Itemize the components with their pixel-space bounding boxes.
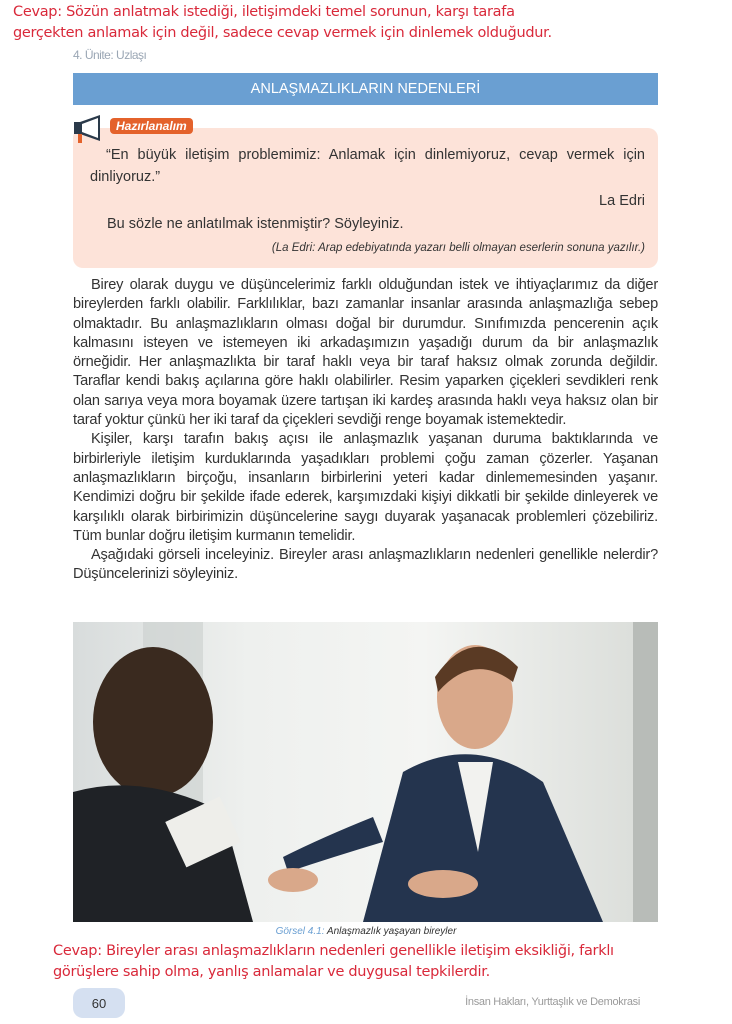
figure-photo: [73, 622, 658, 922]
answer-line: gerçekten anlamak için değil, sadece cevap vermek için dinlemek olduğudur.: [13, 25, 552, 41]
answer-line: Cevap: Bireyler arası anlaşmazlıkların nedenleri genellikle iletişim eksikliği, farklı: [53, 943, 614, 959]
arguing-people-illustration: [73, 622, 658, 922]
answer-annotation-bottom: [53, 941, 614, 983]
answer-annotation-top: [13, 2, 552, 44]
quote-author: La Edri: [599, 193, 645, 209]
answer-line: Cevap: Sözün anlatmak istediği, iletişimdeki temel sorunun, karşı tarafa: [13, 4, 515, 20]
quote: “En büyük iletişim problemimiz: Anlamak için dinlemiyoruz, cevap vermek için dinliyoruz.”: [90, 147, 645, 185]
figure-caption: [0, 925, 732, 938]
paragraph: Kişiler, karşı tarafın bakış açısı ile anlaşmazlık yaşanan duruma baktıklarında ve birbirleriyle iletişim kurduklarında yaşadıkları problemi çoğu zaman çözerler. Yaşanan anlaşmazlıkların birçoğu, insanların birbirlerini yeteri kadar dinlememesinden yaşanır. Kendimizi doğru bir şekilde ifade ederek, karşımızdaki kişiyi dikkatli bir şekilde dinleyerek ve karşılıklı olarak birbirimizin düşüncelerine saygı duyarak yaşanacak problemleri çözebiliriz. Tüm bunlar doğru iletişim kurmanın temelidir.: [73, 431, 658, 544]
body-text: [73, 276, 658, 585]
megaphone-icon: [72, 114, 108, 144]
unit-header: 4. Ünite: Uzlaşı: [73, 48, 147, 62]
author-note: (La Edri: Arap edebiyatında yazarı belli olmayan eserlerin sonuna yazılır.): [271, 242, 645, 254]
prep-tag: Hazırlanalım: [110, 118, 193, 134]
figure-label: Görsel 4.1:: [275, 926, 325, 937]
paragraph: Aşağıdaki görseli inceleyiniz. Bireyler arası anlaşmazlıkların nedenleri genellikle nelerdir? Düşüncelerinizi söyleyiniz.: [73, 547, 658, 583]
book-title-footer: İnsan Hakları, Yurttaşlık ve Demokrasi: [465, 996, 640, 1008]
prep-question: Bu sözle ne anlatılmak istenmiştir? Söyleyiniz.: [107, 216, 404, 232]
paragraph: Birey olarak duygu ve düşüncelerimiz farklı olduğundan istek ve ihtiyaçlarımız da diğer bireylerden farklı olabilir. Farklılıklar, bazı zamanlar insanlar arasında anlaşmazlığa sebep olmaktadır. Bu anlaşmazlıkların olması doğal bir durumdur. Sınıfımızda pencerenin açık kalmasını isteyen ve istemeyen iki arkadaşımızın yaşadığı durum da bir anlaşmazlık örneğidir. Her anlaşmazlıkta bir taraf haklı veya bir taraf haksız olmak zorunda değildir. Taraflar kendi bakış açılarına göre haklı olabilirler. Resim yaparken çiçekleri sevdikleri renk olan sarıya veya mora boyamak üzere tartışan iki kardeş arasında haklı veya haksız olan bir taraf yoktur çünkü her iki taraf da çiçekleri sevdiği renge boyamak istemektedir.: [73, 277, 658, 429]
section-title: ANLAŞMAZLIKLARIN NEDENLERİ: [73, 73, 658, 105]
answer-line: görüşlere sahip olma, yanlış anlamalar ve duygusal tepkilerdir.: [53, 964, 490, 980]
figure-caption-text: Anlaşmazlık yaşayan bireyler: [326, 926, 457, 937]
page-number: 60: [73, 988, 125, 1018]
